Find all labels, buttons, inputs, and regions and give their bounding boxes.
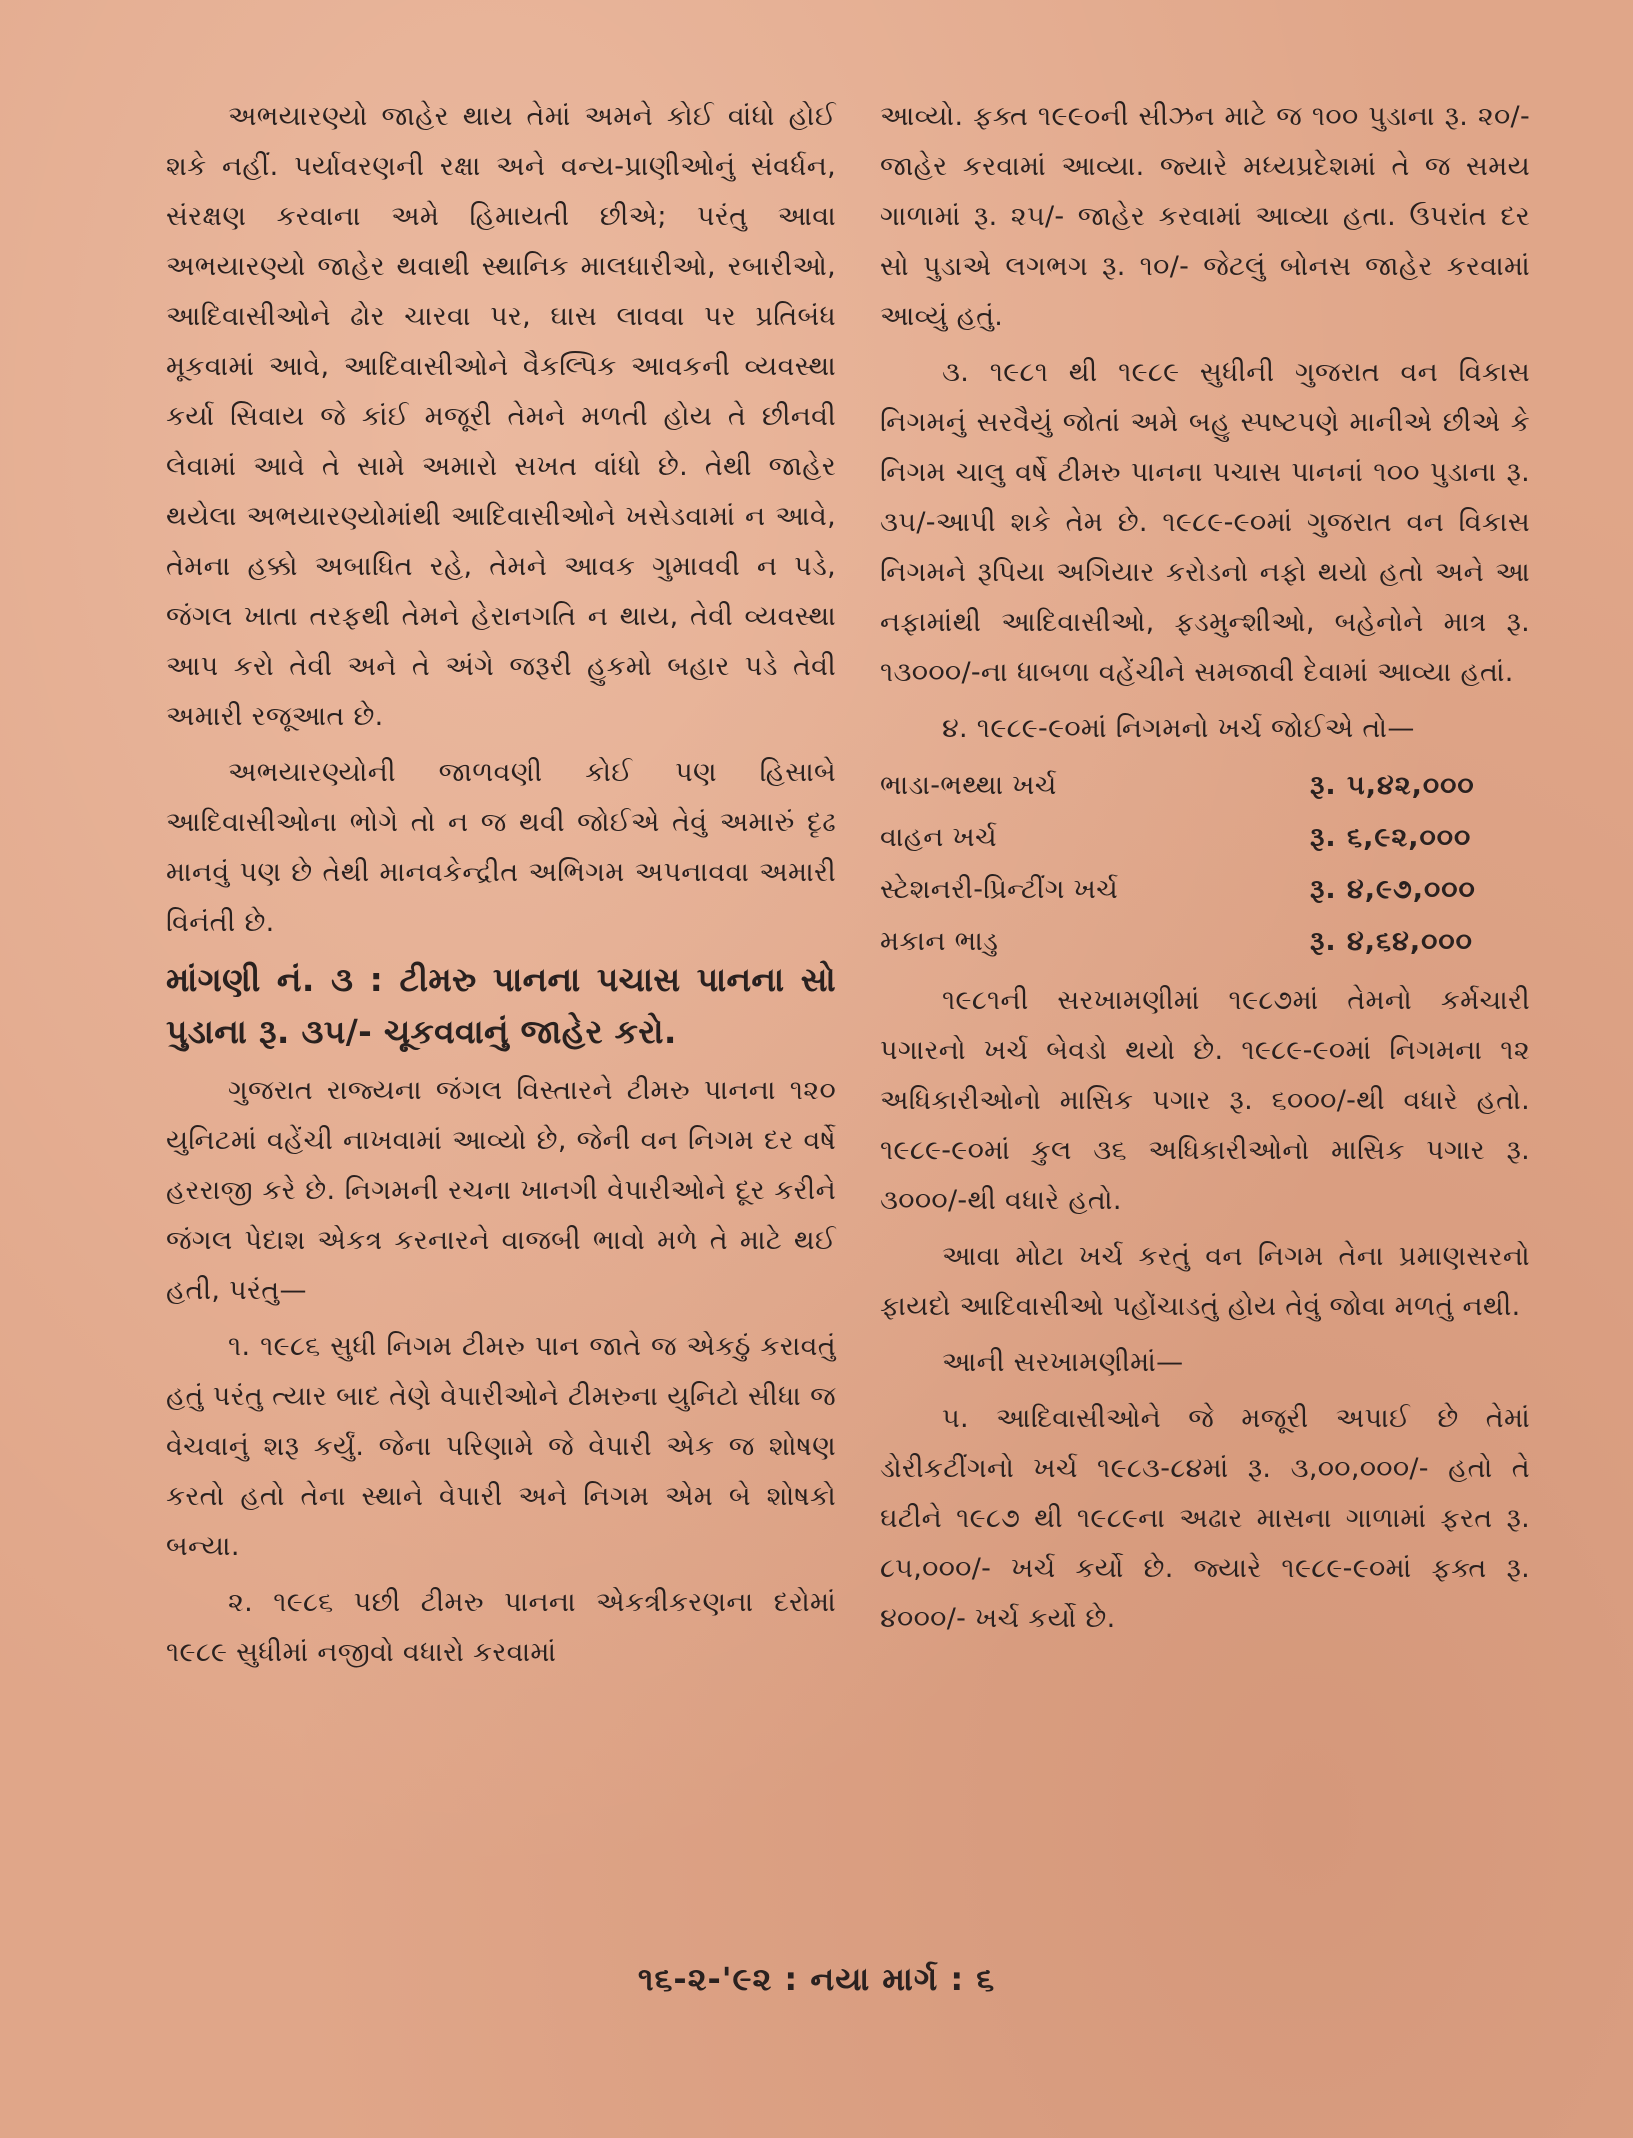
expense-amount: રૂ. ૪,૬૪,૦૦૦: [1310, 926, 1473, 957]
right-column: [880, 92, 1530, 1650]
point-1-paragraph: ૧. ૧૯૮૬ સુધી નિગમ ટીમરુ પાન જાતે જ એકઠું કરાવતું હતું પરંતુ ત્યાર બાદ તેણે વેપારીઓને ટીમરુના યુનિટો સીધા જ વેચવાનું શરૂ કર્યું. જેના પરિણામે જે વેપારી એક જ શોષણ કરતો હતો તેના સ્થાને વેપારી અને નિગમ એમ બે શોષકો બન્યા.: [166, 1331, 836, 1562]
page-footer: ૧૬-૨-'૯૨ : નયા માર્ગ : ૬: [637, 1960, 996, 1998]
expense-table: [880, 760, 1530, 968]
sanctuary-paragraph: અભયારણ્યો જાહેર થાય તેમાં અમને કોઈ વાંધો હોઈ શકે નહીં. પર્યાવરણની રક્ષા અને વન્ય-પ્રાણીઓનું સંવર્ધન, સંરક્ષણ કરવાના અમે હિમાયતી છીએ; પરંતુ આવા અભયારણ્યો જાહેર થવાથી સ્થાનિક માલધારીઓ, રબારીઓ, આદિવાસીઓને ઢોર ચારવા પર, ઘાસ લાવવા પર પ્રતિબંધ મૂકવામાં આવે, આદિવાસીઓને વૈકલ્પિક આવકની વ્યવસ્થા કર્યા સિવાય જે કાંઈ મજૂરી તેમને મળતી હોય તે છીનવી લેવામાં આવે તે સામે અમારો સખત વાંધો છે. તેથી જાહેર થયેલા અભયારણ્યોમાંથી આદિવાસીઓને ખસેડવામાં ન આવે, તેમના હક્કો અબાધિત રહે, તેમને આવક ગુમાવવી ન પડે, જંગલ ખાતા તરફથી તેમને હેરાનગતિ ન થાય, તેવી વ્યવસ્થા આપ કરો તેવી અને તે અંગે જરૂરી હુકમો બહાર પડે તેવી અમારી રજૂઆત છે.: [166, 101, 836, 732]
expense-label: સ્ટેશનરી-પ્રિન્ટીંગ ખર્ચ: [880, 874, 1119, 905]
timru-units-paragraph: ગુજરાત રાજ્યના જંગલ વિસ્તારને ટીમરુ પાનના ૧૨૦ યુનિટમાં વહેંચી નાખવામાં આવ્યો છે, જેની વન નિગમ દર વર્ષે હરરાજી કરે છે. નિગમની રચના ખાનગી વેપારીઓને દૂર કરીને જંગલ પેદાશ એકત્ર કરનારને વાજબી ભાવો મળે તે માટે થઈ હતી, પરંતુ—: [166, 1075, 836, 1306]
expense-label: ભાડા-ભથ્થા ખર્ચ: [880, 770, 1057, 801]
expense-amount: રૂ. ૫,૪૨,૦૦૦: [1310, 770, 1475, 801]
point-2-paragraph: ૨. ૧૯૮૬ પછી ટીમરુ પાનના એકત્રીકરણના દરોમાં ૧૯૮૯ સુધીમાં નજીવો વધારો કરવામાં: [166, 1587, 836, 1668]
table-row: [880, 812, 1530, 864]
table-row: [880, 864, 1530, 916]
benefit-paragraph: આવા મોટા ખર્ચ કરતું વન નિગમ તેના પ્રમાણસરનો ફાયદો આદિવાસીઓ પહોંચાડતું હોય તેવું જોવા મળતું નથી.: [880, 1241, 1530, 1322]
salary-paragraph: ૧૯૮૧ની સરખામણીમાં ૧૯૮૭માં તેમનો કર્મચારી પગારનો ખર્ચ બેવડો થયો છે. ૧૯૮૯-૯૦માં નિગમના ૧૨ અધિકારીઓનો માસિક પગાર રૂ. ૬૦૦૦/-થી વધારે હતો. ૧૯૮૯-૯૦માં કુલ ૩૬ અધિકારીઓનો માસિક પગાર રૂ. ૩૦૦૦/-થી વધારે હતો.: [880, 985, 1530, 1216]
sanctuary-conservation-paragraph: અભયારણ્યોની જાળવણી કોઈ પણ હિસાબે આદિવાસીઓના ભોગે તો ન જ થવી જોઈએ તેવું અમારું દૃઢ માનવું પણ છે તેથી માનવકેન્દ્રીત અભિગમ અપનાવવા અમારી વિનંતી છે.: [166, 757, 836, 938]
expense-amount: રૂ. ૬,૯૨,૦૦૦: [1310, 822, 1472, 853]
point-2-continuation: આવ્યો. ફક્ત ૧૯૯૦ની સીઝન માટે જ ૧૦૦ પુડાના રૂ. ૨૦/- જાહેર કરવામાં આવ્યા. જ્યારે મધ્યપ્રદેશમાં તે જ સમય ગાળામાં રૂ. ૨૫/- જાહેર કરવામાં આવ્યા હતા. ઉપરાંત દર સો પુડાએ લગભગ રૂ. ૧૦/- જેટલું બોનસ જાહેર કરવામાં આવ્યું હતું.: [880, 101, 1530, 332]
expense-label: વાહન ખર્ચ: [880, 822, 997, 853]
comparison-intro: આની સરખામણીમાં—: [942, 1347, 1184, 1378]
expense-label: મકાન ભાડુ: [880, 926, 999, 957]
point-3-paragraph: ૩. ૧૯૮૧ થી ૧૯૮૯ સુધીની ગુજરાત વન વિકાસ નિગમનું સરવૈયું જોતાં અમે બહુ સ્પષ્ટપણે માનીએ છીએ કે નિગમ ચાલુ વર્ષે ટીમરુ પાનના પચાસ પાનનાં ૧૦૦ પુડાના રૂ. ૩૫/-આપી શકે તેમ છે. ૧૯૮૯-૯૦માં ગુજરાત વન વિકાસ નિગમને રૂપિયા અગિયાર કરોડનો નફો થયો હતો અને આ નફામાંથી આદિવાસીઓ, ફડમુન્શીઓ, બહેનોને માત્ર રૂ. ૧૩૦૦૦/-ના ધાબળા વહેંચીને સમજાવી દેવામાં આવ્યા હતાં.: [880, 357, 1530, 688]
table-row: [880, 916, 1530, 968]
point-5-paragraph: ૫. આદિવાસીઓને જે મજૂરી અપાઈ છે તેમાં ડોરીકટીંગનો ખર્ચ ૧૯૮૩-૮૪માં રૂ. ૩,૦૦,૦૦૦/- હતો તે ઘટીને ૧૯૮૭ થી ૧૯૮૯ના અઢાર માસના ગાળામાં ફરત રૂ. ૮૫,૦૦૦/- ખર્ચ કર્યો છે. જ્યારે ૧૯૮૯-૯૦માં ફક્ત રૂ. ૪૦૦૦/- ખર્ચ કર્યો છે.: [880, 1403, 1530, 1634]
expense-title: ૪. ૧૯૮૯-૯૦માં નિગમનો ખર્ચ જોઈએ તો—: [942, 713, 1415, 744]
left-column: [166, 92, 836, 1684]
expense-amount: રૂ. ૪,૯૭,૦૦૦: [1310, 874, 1476, 905]
demand-3-heading: માંગણી નં. ૩ : ટીમરુ પાનના પચાસ પાનના સો પુડાના રૂ. ૩૫/- ચૂકવવાનું જાહેર કરો.: [166, 960, 836, 1051]
table-row: [880, 760, 1530, 812]
